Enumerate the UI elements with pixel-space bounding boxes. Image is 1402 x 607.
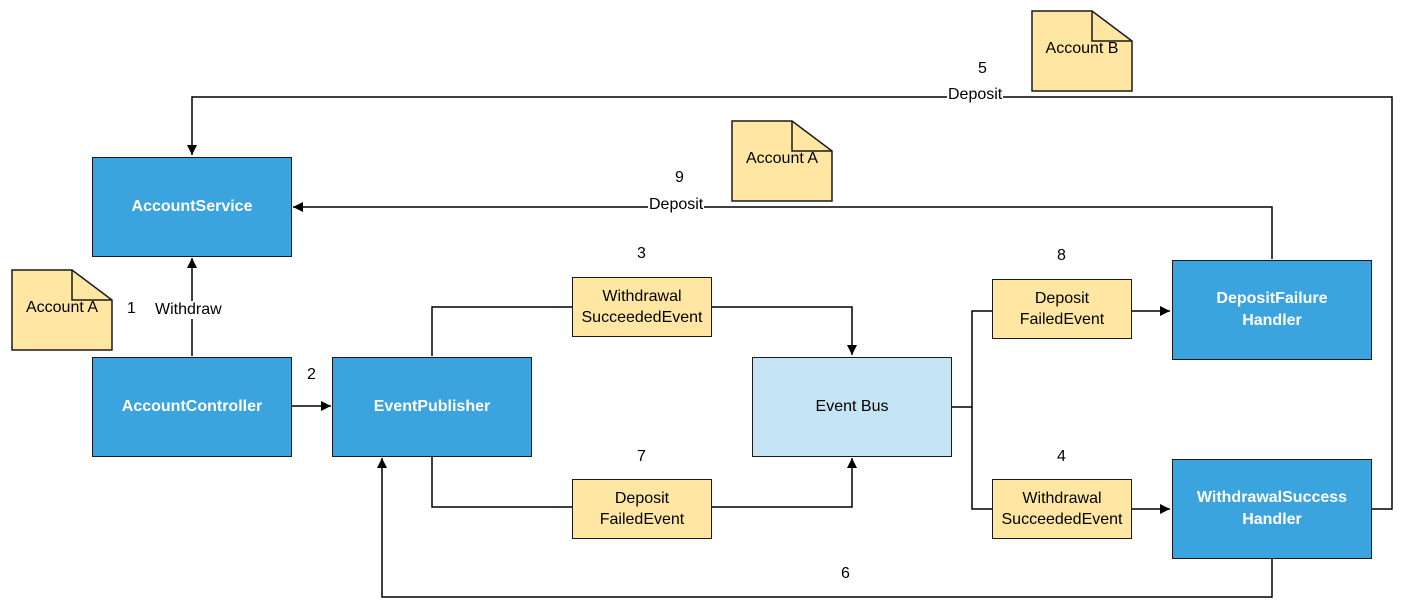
event-line1: Deposit xyxy=(1034,290,1090,307)
account-controller-label: AccountController xyxy=(121,398,263,415)
note-account-b-text: Account B xyxy=(1045,40,1119,57)
event-line2: FailedEvent xyxy=(1019,311,1105,328)
event-bus-box[interactable] xyxy=(752,357,952,457)
event-bus-label: Event Bus xyxy=(815,398,889,415)
event-publisher-box[interactable] xyxy=(332,357,532,457)
event-line1: Deposit xyxy=(614,490,670,507)
event-publisher-label: EventPublisher xyxy=(373,398,491,415)
step-9-label: 9 xyxy=(675,169,684,186)
event-line2: SucceededEvent xyxy=(581,309,703,326)
step-5-label: 5 xyxy=(978,60,987,77)
edge-publish-6 xyxy=(382,458,1272,597)
event-line2: SucceededEvent xyxy=(1001,511,1123,528)
deposit-failure-handler-box[interactable] xyxy=(1172,260,1372,360)
event-line1: Withdrawal xyxy=(1022,490,1102,507)
step-8-label: 8 xyxy=(1057,247,1066,264)
account-service-box[interactable] xyxy=(92,157,292,257)
deposit-5-label: Deposit xyxy=(948,86,1003,103)
deposit-failed-event-right[interactable] xyxy=(992,279,1132,339)
account-service-label: AccountService xyxy=(131,198,253,215)
event-line2: FailedEvent xyxy=(599,511,685,528)
withdrawal-success-handler-line1: WithdrawalSuccess xyxy=(1196,489,1348,506)
note-account-a-left-text: Account A xyxy=(25,299,99,316)
deposit-9-label: Deposit xyxy=(649,196,704,213)
step-4-label: 4 xyxy=(1057,448,1066,465)
deposit-failed-event-bottom[interactable] xyxy=(572,479,712,539)
step-3-label: 3 xyxy=(637,245,646,262)
withdrawal-success-handler-box[interactable] xyxy=(1172,459,1372,559)
step-2-label: 2 xyxy=(307,366,316,383)
withdraw-label: Withdraw xyxy=(155,301,222,318)
withdrawal-succeeded-event-right[interactable] xyxy=(992,479,1132,539)
edge-deposit-9 xyxy=(293,207,1272,259)
account-controller-box[interactable] xyxy=(92,357,292,457)
withdrawal-succeeded-event-top[interactable] xyxy=(572,277,712,337)
deposit-failure-handler-line2: Handler xyxy=(1242,312,1302,329)
step-1-label: 1 xyxy=(127,300,136,317)
withdrawal-success-handler-line2: Handler xyxy=(1242,511,1302,528)
event-line1: Withdrawal xyxy=(602,288,682,305)
deposit-failure-handler-line1: DepositFailure xyxy=(1216,290,1328,307)
step-7-label: 7 xyxy=(637,448,646,465)
step-6-label: 6 xyxy=(841,565,850,582)
note-account-a-middle-text: Account A xyxy=(745,150,819,167)
